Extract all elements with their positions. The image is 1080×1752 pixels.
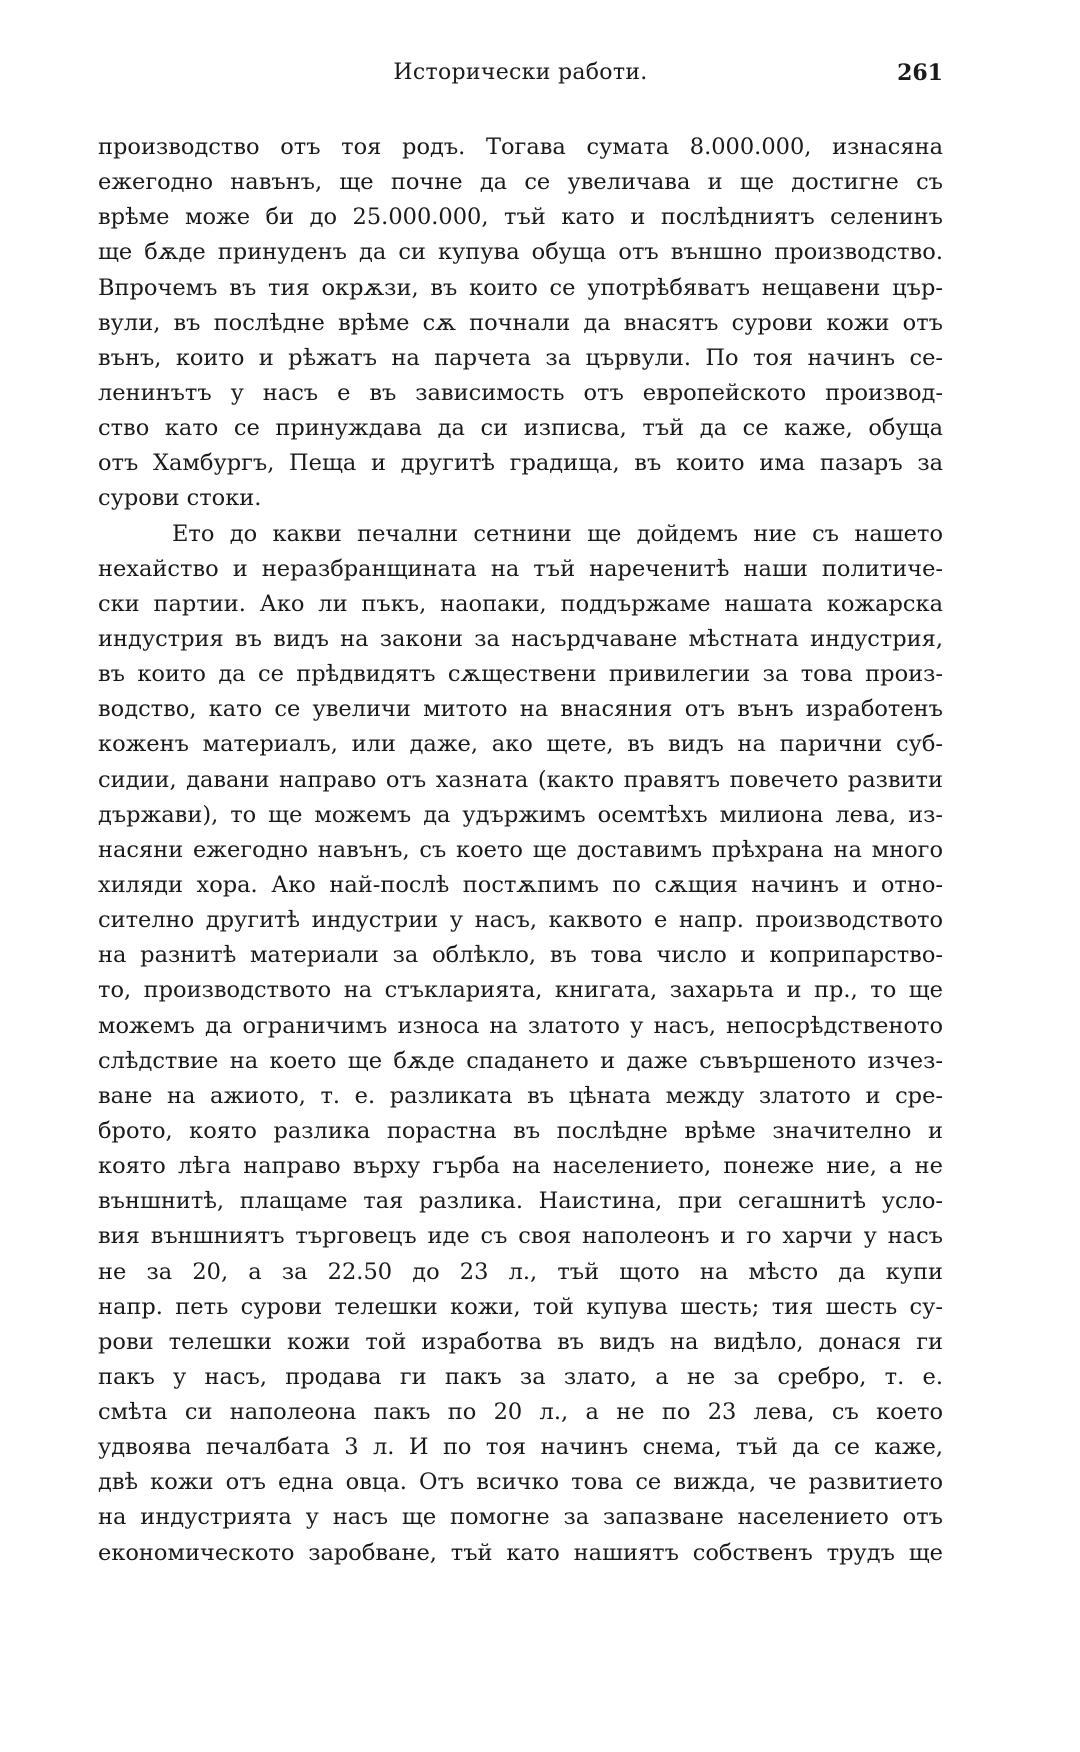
text-line: врѣме може би до 25.000.000, тъй като и послѣдниятъ селенинъ — [98, 204, 943, 231]
body-text — [98, 130, 943, 1571]
text-line: слѣдствие на което ще бѫде спадането и даже съвършеното изчез- — [98, 1047, 943, 1074]
text-line: на индустрията у насъ ще помогне за запазване населението отъ — [98, 1504, 943, 1531]
text-line: на разнитѣ материали за облѣкло, въ това число и коприпарство- — [98, 942, 943, 969]
text-line: вули, въ послѣдне врѣме сѫ почнали да внасятъ сурови кожи отъ — [98, 309, 943, 336]
text-line: вия външниятъ търговецъ иде съ своя наполеонъ и го харчи у насъ — [98, 1223, 943, 1250]
text-line: рови телешки кожи той изработва въ видъ на видѣло, донася ги — [98, 1328, 943, 1355]
text-line: водство, като се увеличи митото на внасяния отъ вънъ изработенъ — [98, 696, 943, 723]
text-line: напр. петь сурови телешки кожи, той купува шесть; тия шесть су- — [98, 1293, 943, 1320]
text-line: вънъ, които и рѣжатъ на парчета за цървули. По тоя начинъ се- — [98, 344, 943, 371]
text-line: пакъ у насъ, продава ги пакъ за злато, а не за сребро, т. е. — [98, 1363, 943, 1390]
text-line: то, производството на стъкларията, книгата, захарьта и пр., то ще — [98, 977, 943, 1004]
text-line: производство отъ тоя родъ. Тогава сумата 8.000.000, изнасяна — [98, 134, 943, 160]
text-line: ване на ажиото, т. е. разликата въ цѣната между златото и сре- — [98, 1082, 943, 1109]
running-title: Исторически работи. — [393, 60, 648, 85]
text-line: сително другитѣ индустрии у насъ, каквото е напр. производството — [98, 907, 943, 934]
text-line: економическото заробване, тъй като нашиятъ собственъ трудъ ще — [98, 1539, 943, 1566]
running-head — [98, 58, 943, 88]
text-line: ежегодно навънъ, ще почне да се увеличава и ще достигне съ — [98, 169, 943, 196]
text-line: индустрия въ видъ на закони за насърдчаване мѣстната индустрия, — [98, 625, 943, 652]
text-line: не за 20, а за 22.50 до 23 л., тъй щото на мѣсто да купи — [98, 1258, 943, 1285]
text-line: държави), то ще можемъ да удържимъ осемтѣхъ милиона лева, из- — [98, 801, 943, 828]
text-line: ски партии. Ако ли пъкъ, наопаки, поддържаме нашата кожарска — [98, 590, 943, 617]
text-line: въ които да се прѣдвидятъ сѫществени привилегии за това произ- — [98, 661, 943, 688]
text-line: коженъ материалъ, или даже, ако щете, въ видъ на парични суб- — [98, 731, 943, 758]
text-line: брото, която разлика порастна въ послѣдне врѣме значително и — [98, 1117, 943, 1144]
text-line: отъ Хамбургъ, Пеща и другитѣ градища, въ които има пазаръ за — [98, 450, 943, 477]
text-line: сурови стоки. — [98, 485, 262, 512]
text-line: смѣта си наполеона пакъ по 20 л., а не по 23 лева, съ което — [98, 1399, 943, 1426]
text-line: удвоява печалбата 3 л. И по тоя начинъ снема, тъй да се каже, — [98, 1434, 943, 1461]
text-line: сидии, давани направо отъ хазната (както правятъ повечето развити — [98, 766, 943, 793]
text-line: нехайство и неразбранщината на тъй нареченитѣ наши политиче- — [98, 555, 943, 582]
page-number: 261 — [897, 60, 943, 86]
text-line: можемъ да ограничимъ износа на златото у насъ, непосрѣдственото — [98, 1012, 943, 1039]
text-line: насяни ежегодно навънъ, съ което ще доставимъ прѣхрана на много — [98, 836, 943, 863]
text-line: Ето до какви печални сетнини ще дойдемъ ние съ нашето — [172, 520, 943, 547]
text-line: ство като се принуждава да си изписва, тъй да се каже, обуща — [98, 415, 943, 442]
text-line: двѣ кожи отъ една овца. Отъ всичко това се вижда, че развитието — [98, 1469, 943, 1496]
text-line: ще бѫде принуденъ да си купува обуща отъ външно производство. — [98, 239, 943, 266]
text-line: Впрочемъ въ тия окрѫзи, въ които се употрѣбяватъ нещавени цър- — [98, 274, 943, 301]
text-line: хиляди хора. Ако най-послѣ постѫпимъ по сѫщия начинъ и отно- — [98, 871, 943, 898]
text-line: която лѣга направо върху гърба на населението, понеже ние, а не — [98, 1153, 943, 1180]
text-line: ленинътъ у насъ е въ зависимость отъ европейското производ- — [98, 379, 943, 406]
text-line: външнитѣ, плащаме тая разлика. Наистина, при сегашнитѣ усло- — [98, 1188, 943, 1215]
